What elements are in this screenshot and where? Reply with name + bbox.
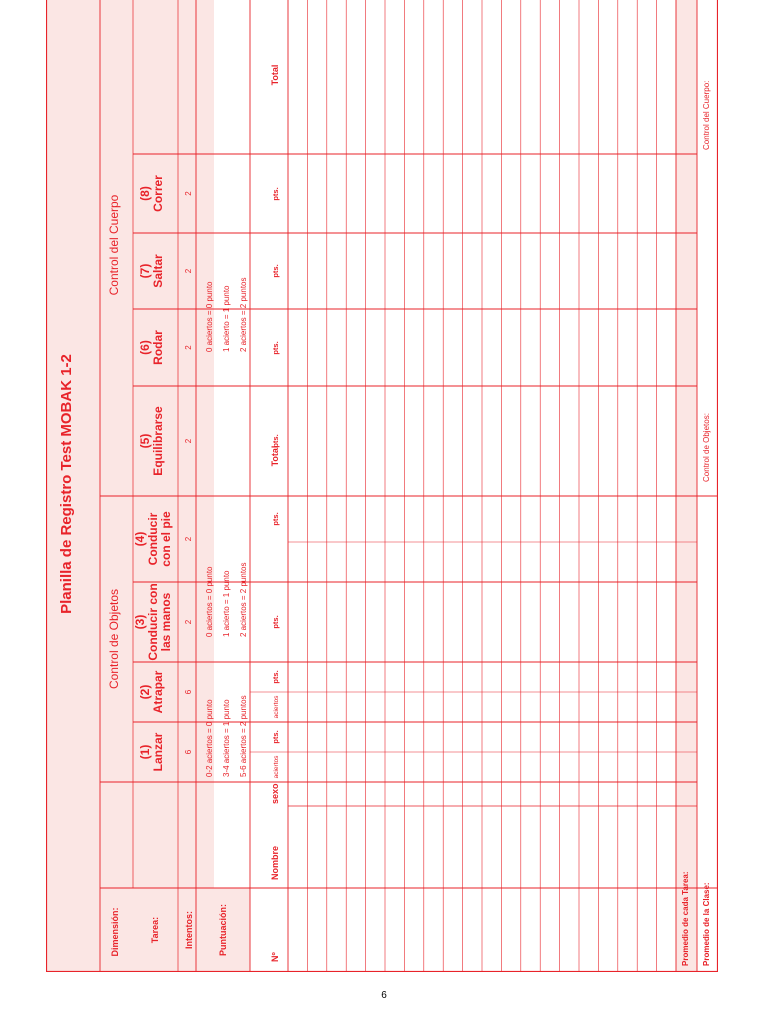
task-name: Rodar: [151, 330, 165, 365]
scoring-lanzar-atrapar: 3-4 aciertos = 1 punto: [222, 699, 231, 777]
task-name: Conducir: [146, 512, 160, 566]
task-intentos: 2: [184, 536, 193, 542]
nombre-header: Nombre: [270, 845, 280, 880]
scoring-conducir: 2 aciertos = 2 puntos: [239, 562, 248, 637]
task-number: (4): [133, 531, 147, 547]
task-name-cont: las manos: [159, 592, 173, 652]
pts-header: pts.: [271, 730, 280, 744]
scoring-lanzar-atrapar: 5-6 aciertos = 2 puntos: [239, 695, 248, 777]
task-intentos: 2: [184, 619, 193, 625]
promedio-tarea-label: Promedio de cada Tarea:: [681, 871, 690, 966]
intentos-label: Intentos:: [184, 911, 194, 949]
scoring-cuerpo: 1 acierto = 1 punto: [222, 285, 231, 352]
sheet-title: Planilla de Registro Test MOBAK 1-2: [58, 354, 75, 614]
record-sheet-table: [46, 0, 718, 972]
scoring-lanzar-atrapar: 0-2 aciertos = 0 punto: [205, 699, 214, 777]
pts-header: pts.: [271, 512, 280, 526]
pts-header: pts.: [271, 264, 280, 278]
pts-header: pts.: [271, 615, 280, 629]
pts-header: pts.: [271, 187, 280, 201]
scoring-conducir: 0 aciertos = 0 punto: [205, 566, 214, 637]
task-number: (5): [138, 433, 152, 449]
promedio-clase-label: Promedio de la Clase:: [702, 882, 711, 966]
dimension-objetos: Control de Objetos: [107, 588, 121, 690]
scoring-conducir: 1 acierto = 1 punto: [222, 570, 231, 637]
dimension-cuerpo: Control del Cuerpo: [107, 194, 121, 296]
footer-control-cuerpo: Control del Cuerpo:: [702, 80, 711, 150]
record-sheet: [46, 0, 718, 972]
page-number: 6: [381, 990, 387, 1001]
task-number: (3): [133, 614, 147, 630]
task-number: (1): [138, 744, 152, 760]
task-number: (2): [138, 684, 152, 700]
task-number: (7): [138, 263, 152, 279]
task-intentos: 2: [184, 191, 193, 196]
task-name: Atrapar: [151, 670, 165, 714]
aciertos-header: aciertos: [273, 695, 280, 719]
scoring-cuerpo: 2 aciertos = 2 puntos: [239, 277, 248, 352]
task-number: (8): [138, 186, 152, 201]
task-number: (6): [138, 340, 152, 355]
pts-header: pts.: [271, 670, 280, 684]
total-header: Total: [270, 445, 280, 467]
aciertos-header: aciertos: [273, 755, 280, 779]
footer-control-objetos: Control de Objetos:: [702, 413, 711, 482]
task-name: Lanzar: [151, 732, 165, 772]
pts-header: pts.: [271, 434, 280, 448]
task-intentos: 2: [184, 268, 193, 274]
task-intentos: 2: [184, 345, 193, 350]
total-header: Total: [270, 64, 280, 86]
pts-header: pts.: [271, 341, 280, 355]
intentos-fill: [196, 0, 214, 972]
task-intentos: 2: [184, 438, 193, 444]
promedio-fill: [676, 0, 697, 972]
puntuacion-label: Puntuación:: [218, 904, 228, 956]
numero-header: Nº: [270, 952, 280, 962]
scoring-cuerpo: 0 aciertos = 0 punto: [205, 281, 214, 352]
tarea-label: Tarea:: [150, 916, 160, 944]
sexo-header: sexo: [270, 783, 280, 804]
task-intentos: 6: [184, 749, 193, 755]
task-intentos: 6: [184, 689, 193, 695]
task-name: Equilibrarse: [151, 406, 165, 476]
task-name: Conducir con: [146, 583, 160, 661]
task-name: Saltar: [151, 254, 165, 288]
task-name: Correr: [151, 175, 165, 212]
dimension-label: Dimensión:: [110, 907, 120, 957]
task-name-cont: con el pie: [159, 511, 173, 567]
